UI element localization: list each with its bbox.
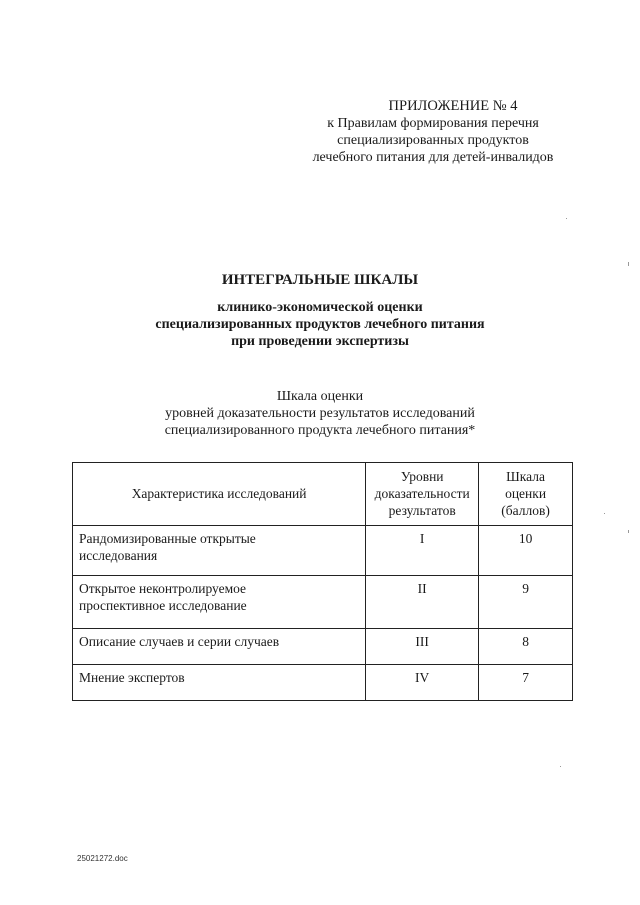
cell-characteristic-line: исследования [79, 548, 158, 563]
header-score-line: (баллов) [501, 503, 550, 518]
cell-characteristic [73, 629, 366, 665]
scan-speck [560, 766, 561, 767]
cell-characteristic [73, 665, 366, 701]
cell-score: 9 [479, 576, 573, 629]
cell-score: 8 [479, 629, 573, 665]
scale-subtitle [60, 388, 580, 439]
evidence-scale-table [72, 462, 573, 701]
appendix-line: специализированных продуктов [337, 133, 529, 148]
subtitle-line: уровней доказательности результатов исследований [165, 406, 475, 421]
cell-score: 10 [479, 526, 573, 576]
header-levels-line: доказательности [374, 486, 470, 501]
header-score-line: оценки [505, 486, 547, 501]
table-row [73, 665, 573, 701]
scan-speck [628, 530, 629, 533]
header-levels-line: результатов [388, 503, 456, 518]
scan-speck [604, 513, 605, 514]
document-code: 25021272.doc [77, 854, 128, 863]
header-score [479, 463, 573, 526]
subtitle-line: специализированного продукта лечебного питания* [164, 423, 476, 438]
cell-characteristic-line: Рандомизированные открытые [79, 531, 256, 546]
header-score-line: Шкала [506, 469, 545, 484]
title-line: специализированных продуктов лечебного питания [155, 317, 485, 332]
table-row [73, 576, 573, 629]
cell-level: II [366, 576, 479, 629]
appendix-line: к Правилам формирования перечня [327, 116, 539, 131]
scan-speck [628, 262, 629, 266]
cell-level: IV [366, 665, 479, 701]
appendix-heading: ПРИЛОЖЕНИЕ № 4 [388, 98, 518, 114]
table-row [73, 526, 573, 576]
cell-characteristic-line: Описание случаев и серии случаев [79, 634, 280, 649]
cell-characteristic-line: Открытое неконтролируемое [79, 581, 247, 596]
document-title [60, 272, 580, 350]
header-characteristic [73, 463, 366, 526]
header-characteristic-label: Характеристика исследований [131, 486, 307, 501]
cell-characteristic [73, 526, 366, 576]
title-line: клинико-экономической оценки [217, 300, 423, 315]
subtitle-line: Шкала оценки [276, 389, 364, 404]
table-row [73, 629, 573, 665]
table-header-row [73, 463, 573, 526]
appendix-header [298, 98, 568, 166]
scan-speck [566, 218, 567, 219]
title-line: при проведении экспертизы [231, 334, 409, 349]
cell-level: III [366, 629, 479, 665]
header-levels [366, 463, 479, 526]
cell-level: I [366, 526, 479, 576]
title-main: ИНТЕГРАЛЬНЫЕ ШКАЛЫ [221, 272, 419, 288]
cell-characteristic-line: проспективное исследование [79, 598, 247, 613]
header-levels-line: Уровни [400, 469, 444, 484]
appendix-line: лечебного питания для детей-инвалидов [312, 150, 554, 165]
cell-score: 7 [479, 665, 573, 701]
cell-characteristic-line: Мнение экспертов [79, 670, 185, 685]
cell-characteristic [73, 576, 366, 629]
